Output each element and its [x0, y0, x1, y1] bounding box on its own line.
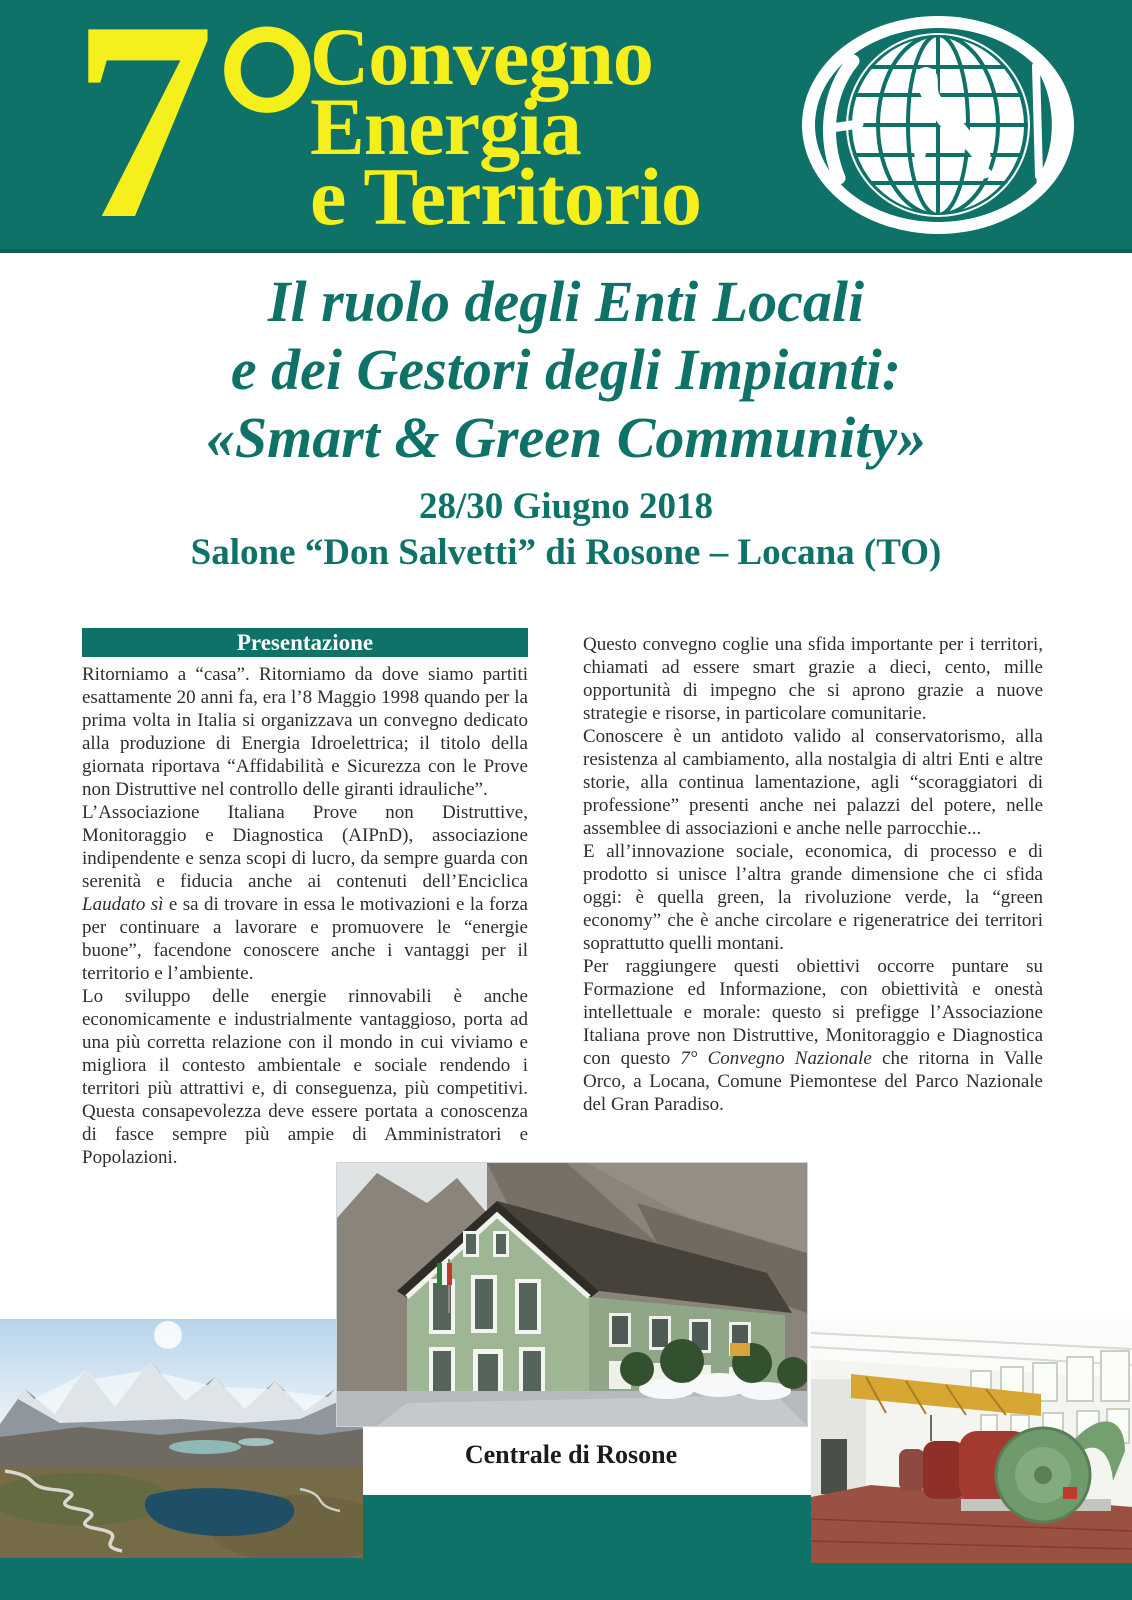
presentation-paragraph: Questo convegno coglie una sfida importante per i territori, chiamati ad essere smart grazie a dieci, cento, mille opportunità di impegno che si aprono grazie a nuove strategie e risorse, in particolare comunitarie. — [583, 634, 1043, 724]
header-title-line: Energia — [310, 81, 581, 172]
event-date: 28/30 Giugno 2018 — [419, 486, 713, 527]
rosone-power-station-photo — [336, 1162, 808, 1427]
presentation-paragraph: Conoscere è un antidoto valido al conservatorismo, alla resistenza al cambiamento, alla nostalgia di altri Enti e altre storie, alla continua lamentazione, agli “scoraggiatori di professione” presenti anche nei palazzi del potere, nelle assemblee di associazioni e anche nelle parrocchie... — [583, 726, 1043, 839]
aipnd-globe-logo — [800, 12, 1077, 238]
poster-title-line: e dei Gestori degli Impianti: — [230, 337, 902, 402]
header-title-line: Convegno — [310, 11, 653, 102]
italian-flag — [437, 1263, 452, 1285]
presentation-paragraph: E all’innovazione sociale, economica, di processo e di prodotto si unisce l’altra grande dimensione che ci sfida oggi: è quella green, la rivoluzione verde, la “green economy” che è anche circolare e rigeneratrice dei territori soprattutto quelli montani. — [583, 841, 1043, 954]
presentation-heading-bar — [82, 628, 528, 657]
presentation-paragraph: Per raggiungere questi obiettivi occorre puntare su Formazione ed Informazione, con obiettività e onestà intellettuale e morale: questo si prefigge l’Associazione Italiana prove non Distruttive, Monitoraggio e Diagnostica con questo 7° Convegno Nazionale che ritorna in Valle Orco, a Locana, Comune Piemontese del Parco Nazionale del Gran Paradiso. — [583, 956, 1043, 1115]
poster-title — [0, 268, 1132, 472]
bottom-teal-strip — [0, 1558, 363, 1600]
poster-title-line: «Smart & Green Community» — [205, 405, 927, 470]
presentation-paragraph: Ritorniamo a “casa”. Ritorniamo da dove siamo partiti esattamente 20 anni fa, era l’8 Maggio 1998 quando per la prima volta in Italia si organizzava un convegno dedicato alla produzione di Energia Idroelettrica; il titolo della giornata riportava “Affidabilità e Sicurezza con le Prove non Distruttive nel controllo delle giranti idrauliche”. — [82, 664, 528, 800]
presentation-right-column — [583, 633, 1043, 1116]
presentation-paragraph: Lo sviluppo delle energie rinnovabili è anche economicamente e industrialmente vantaggioso, porta ad una più corretta relazione con il mondo in cui viviamo e migliora il contesto ambientale e sociale rendendo i territori più attrattivi e, di conseguenza, più competitivi. Questa consapevolezza deve essere portata a conoscenza di fasce sempre più ampie di Amministratori e Popolazioni. — [82, 986, 528, 1168]
presentation-paragraph: L’Associazione Italiana Prove non Distruttive, Monitoraggio e Diagnostica (AIPnD), associazione indipendente e senza scopi di lucro, da sempre guarda con serenità e fiducia anche ai contenuti dell’Enciclica Laudato sì e sa di trovare in essa le motivazioni e la forza per continuare a lavorare e promuovere le “energie buone”, facendone conoscere anche i vantaggi per il territorio e l’ambiente. — [82, 802, 528, 984]
edition-number: 7° — [72, 0, 321, 278]
upper-lake — [169, 1440, 241, 1454]
header-title — [310, 11, 702, 242]
turbine-hall-photo — [811, 1319, 1132, 1563]
header-title-line: e Territorio — [310, 151, 702, 242]
poster-title-line: Il ruolo degli Enti Locali — [267, 269, 865, 334]
presentation-heading: Presentazione — [236, 630, 374, 655]
photo-caption: Centrale di Rosone — [464, 1440, 678, 1469]
mountain-valley-photo — [0, 1319, 363, 1558]
event-venue: Salone “Don Salvetti” di Rosone – Locana (TO) — [190, 532, 942, 573]
sun-glare — [154, 1321, 182, 1349]
presentation-left-column — [82, 663, 528, 1169]
header-band — [0, 0, 1132, 278]
